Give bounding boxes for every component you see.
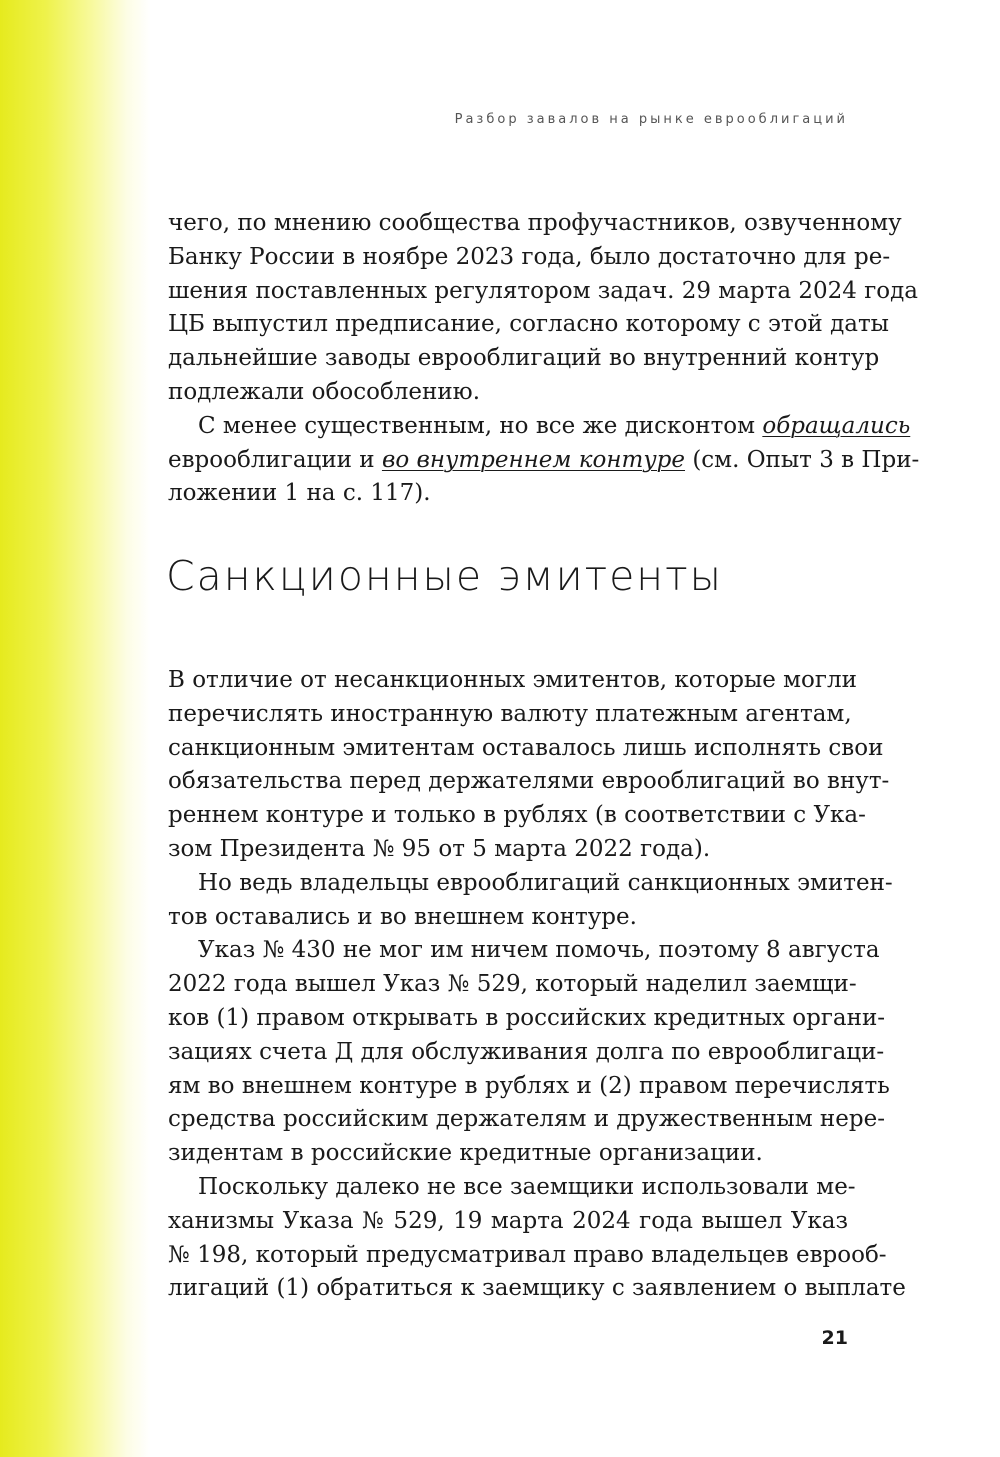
text-line: ков (1) правом открывать в российских кредитных органи- xyxy=(168,1004,886,1031)
text-line: перечислять иностранную валюту платежным агентам, xyxy=(168,700,852,727)
text-line xyxy=(168,410,911,444)
text-line: зациях счета Д для обслуживания долга по еврооблигаци- xyxy=(168,1038,885,1065)
text-fragment: С менее существенным, но все же дисконтом xyxy=(198,412,763,439)
text-line: реннем контуре и только в рублях (в соответствии с Ука- xyxy=(168,802,866,829)
page-number: 21 xyxy=(821,1327,848,1349)
text-line: В отличие от несанкционных эмитентов, которые могли xyxy=(168,667,857,693)
text-line: Поскольку далеко не все заемщики использовали ме- xyxy=(198,1173,856,1200)
text-line xyxy=(168,444,920,478)
text-line: лигаций (1) обратиться к заемщику с заявлением о выплате xyxy=(168,1275,906,1302)
text-line: чего, по мнению сообщества профучастников, озвученному xyxy=(168,210,902,236)
text-line: Указ № 430 не мог им ничем помочь, поэтому 8 августа xyxy=(198,937,880,964)
text-line: ложении 1 на с. 117). xyxy=(168,480,431,507)
text-line: ЦБ выпустил предписание, согласно которому с этой даты xyxy=(168,311,889,338)
text-fragment: еврооблигации и xyxy=(168,446,382,473)
link-obrashchalis[interactable]: обращались xyxy=(762,412,911,439)
text-line: санкционным эмитентам оставалось лишь исполнять свои xyxy=(168,734,884,761)
text-line: дальнейшие заводы еврооблигаций во внутренний контур xyxy=(168,345,880,372)
text-line: зом Президента № 95 от 5 марта 2022 года). xyxy=(168,835,711,862)
text-line: шения поставленных регулятором задач. 29 марта 2024 года xyxy=(168,277,918,304)
text-line: ханизмы Указа № 529, 19 марта 2024 года вышел Указ xyxy=(168,1207,848,1234)
text-line: зидентам в российские кредитные организации. xyxy=(168,1140,763,1167)
link-internal-contour[interactable]: во внутреннем контуре xyxy=(381,446,686,473)
text-line: Но ведь владельцы еврооблигаций санкционных эмитен- xyxy=(198,869,893,896)
text-fragment: (см. Опыт 3 в При- xyxy=(685,446,920,473)
text-line: ям во внешнем контуре в рублях и (2) правом перечислять xyxy=(168,1072,890,1099)
decorative-margin-stripe xyxy=(0,0,150,1457)
text-line: подлежали обособлению. xyxy=(168,378,481,405)
text-line: обязательства перед держателями еврооблигаций во внут- xyxy=(168,768,890,795)
running-head: Разбор завалов на рынке еврооблигаций xyxy=(454,112,848,127)
section-heading: Санкционные эмитенты xyxy=(166,552,723,600)
body-text-main xyxy=(168,664,906,1306)
text-line: Банку России в ноябре 2023 года, было достаточно для ре- xyxy=(168,243,891,270)
body-text-top xyxy=(168,207,920,511)
text-line: № 198, который предусматривал право владельцев еврооб- xyxy=(168,1241,887,1268)
text-line: средства российским держателям и дружественным нере- xyxy=(168,1106,885,1133)
text-line: тов оставались и во внешнем контуре. xyxy=(168,903,637,930)
text-line: 2022 года вышел Указ № 529, который наделил заемщи- xyxy=(168,971,857,998)
